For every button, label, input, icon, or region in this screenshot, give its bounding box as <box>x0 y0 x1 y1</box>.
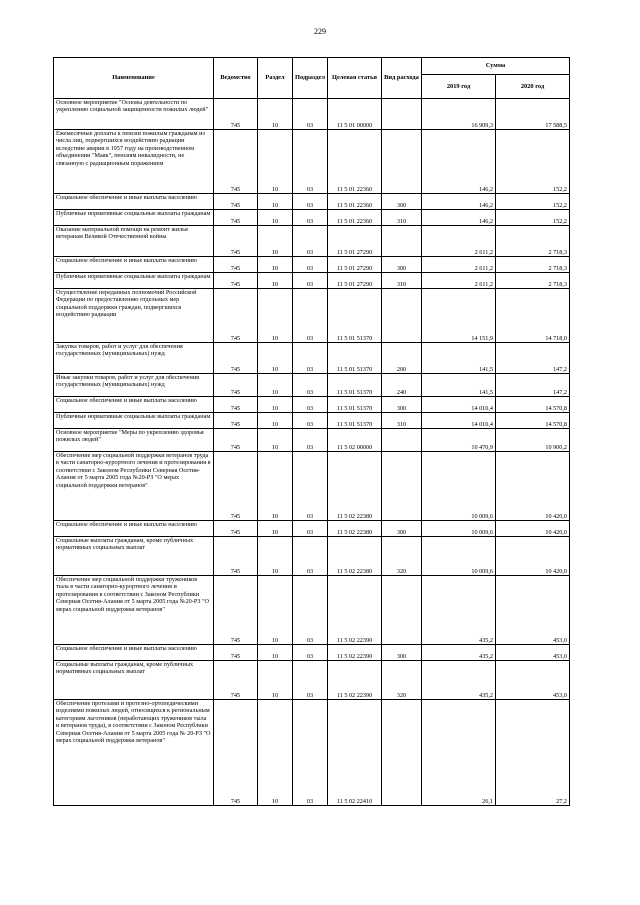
row-podrazdel: 03 <box>293 645 328 661</box>
header-podrazdel: Подраздел <box>293 58 328 99</box>
row-sum-2020: 147,2 <box>496 374 570 397</box>
table-row <box>54 700 570 806</box>
row-razdel: 10 <box>258 99 293 130</box>
row-sum-2019: 146,2 <box>422 194 496 210</box>
row-name: Обеспечение протезами и протезно-ортопедическими изделиями пожилых людей, относящихся к региональным категориям льготников (неработающих тружеников тыла и ветеранов труда), в соответствии с Законом Республики Северная Осетия-Алания от 5 марта 2005 года № 20-РЗ "О мерах социальной поддержки ветеранов" <box>54 700 214 806</box>
row-target-article: 11 5 02 22390 <box>328 576 382 645</box>
row-target-article: 11 5 01 27290 <box>328 257 382 273</box>
row-expense-type <box>382 130 422 194</box>
row-sum-2019: 435,2 <box>422 661 496 700</box>
table-row <box>54 413 570 429</box>
row-sum-2019: 26,1 <box>422 700 496 806</box>
row-name: Социальное обеспечение и иные выплаты населению <box>54 194 214 210</box>
row-vedomstvo: 745 <box>214 661 258 700</box>
row-vedomstvo: 745 <box>214 521 258 537</box>
row-expense-type: 310 <box>382 273 422 289</box>
row-sum-2019: 14 151,9 <box>422 289 496 343</box>
row-target-article: 11 5 02 22390 <box>328 645 382 661</box>
row-razdel: 10 <box>258 226 293 257</box>
table-row <box>54 343 570 374</box>
row-expense-type: 240 <box>382 374 422 397</box>
row-razdel: 10 <box>258 257 293 273</box>
table-row <box>54 521 570 537</box>
row-razdel: 10 <box>258 194 293 210</box>
row-expense-type: 300 <box>382 645 422 661</box>
row-razdel: 10 <box>258 521 293 537</box>
row-vedomstvo: 745 <box>214 397 258 413</box>
row-target-article: 11 5 02 22380 <box>328 452 382 521</box>
row-expense-type: 200 <box>382 343 422 374</box>
row-name: Социальные выплаты гражданам, кроме публичных нормативных социальных выплат <box>54 537 214 576</box>
row-podrazdel: 03 <box>293 429 328 452</box>
row-vedomstvo: 745 <box>214 429 258 452</box>
row-podrazdel: 03 <box>293 99 328 130</box>
row-razdel: 10 <box>258 452 293 521</box>
header-vedomstvo: Ведомство <box>214 58 258 99</box>
row-target-article: 11 5 02 22390 <box>328 661 382 700</box>
row-name: Публичные нормативные социальные выплаты гражданам <box>54 413 214 429</box>
row-target-article: 11 5 01 22360 <box>328 194 382 210</box>
row-sum-2020: 10 420,0 <box>496 521 570 537</box>
row-expense-type: 320 <box>382 537 422 576</box>
row-expense-type: 300 <box>382 397 422 413</box>
row-vedomstvo: 745 <box>214 194 258 210</box>
row-podrazdel: 03 <box>293 700 328 806</box>
table-row <box>54 429 570 452</box>
row-podrazdel: 03 <box>293 661 328 700</box>
row-vedomstvo: 745 <box>214 576 258 645</box>
row-podrazdel: 03 <box>293 289 328 343</box>
row-vedomstvo: 745 <box>214 537 258 576</box>
table-row <box>54 257 570 273</box>
row-expense-type <box>382 452 422 521</box>
row-podrazdel: 03 <box>293 210 328 226</box>
table-row <box>54 537 570 576</box>
row-podrazdel: 03 <box>293 452 328 521</box>
row-vedomstvo: 745 <box>214 289 258 343</box>
row-sum-2019: 146,2 <box>422 210 496 226</box>
row-sum-2020: 14 570,8 <box>496 413 570 429</box>
page-number: 229 <box>314 27 326 36</box>
row-target-article: 11 5 01 22360 <box>328 210 382 226</box>
row-target-article: 11 5 01 27290 <box>328 273 382 289</box>
row-vedomstvo: 745 <box>214 130 258 194</box>
row-vedomstvo: 745 <box>214 700 258 806</box>
row-razdel: 10 <box>258 374 293 397</box>
row-sum-2020: 2 718,3 <box>496 273 570 289</box>
row-expense-type: 310 <box>382 413 422 429</box>
row-razdel: 10 <box>258 413 293 429</box>
row-name: Социальное обеспечение и иные выплаты населению <box>54 257 214 273</box>
row-sum-2019: 10 009,6 <box>422 452 496 521</box>
row-name: Основное мероприятие "Меры по укреплению здоровья пожилых людей" <box>54 429 214 452</box>
table-row <box>54 452 570 521</box>
row-target-article: 11 5 02 22380 <box>328 521 382 537</box>
row-sum-2020: 14 718,0 <box>496 289 570 343</box>
row-sum-2019: 14 010,4 <box>422 413 496 429</box>
row-target-article: 11 5 01 00000 <box>328 99 382 130</box>
row-sum-2020: 10 420,0 <box>496 452 570 521</box>
row-expense-type: 300 <box>382 257 422 273</box>
row-vedomstvo: 745 <box>214 452 258 521</box>
row-podrazdel: 03 <box>293 130 328 194</box>
row-expense-type: 300 <box>382 194 422 210</box>
row-expense-type <box>382 429 422 452</box>
row-name: Обеспечение мер социальной поддержки ветеранов труда в части санаторно-курортного лечения и протезирования в соответствии с Законом Республики Северная Осетия-Алания от 5 марта 2005 года №20-РЗ "О мерах социальной поддержки ветеранов" <box>54 452 214 521</box>
row-podrazdel: 03 <box>293 397 328 413</box>
row-vedomstvo: 745 <box>214 374 258 397</box>
row-vedomstvo: 745 <box>214 273 258 289</box>
row-expense-type: 320 <box>382 661 422 700</box>
table-row <box>54 99 570 130</box>
table-row <box>54 397 570 413</box>
row-vedomstvo: 745 <box>214 413 258 429</box>
row-sum-2020: 27,2 <box>496 700 570 806</box>
table-row <box>54 289 570 343</box>
row-vedomstvo: 745 <box>214 645 258 661</box>
row-podrazdel: 03 <box>293 537 328 576</box>
row-name: Социальное обеспечение и иные выплаты населению <box>54 645 214 661</box>
row-podrazdel: 03 <box>293 576 328 645</box>
row-razdel: 10 <box>258 537 293 576</box>
row-podrazdel: 03 <box>293 194 328 210</box>
row-sum-2019: 141,5 <box>422 343 496 374</box>
row-name: Социальное обеспечение и иные выплаты населению <box>54 521 214 537</box>
row-sum-2020: 152,2 <box>496 210 570 226</box>
row-target-article: 11 5 01 51370 <box>328 413 382 429</box>
row-sum-2019: 14 010,4 <box>422 397 496 413</box>
row-expense-type <box>382 700 422 806</box>
header-target-article: Целевая статья <box>328 58 382 99</box>
row-razdel: 10 <box>258 576 293 645</box>
table-row <box>54 661 570 700</box>
row-name: Обеспечение мер социальной поддержки тружеников тыла в части санаторно-курортного лечения и протезирования в соответствии с Законом Республики Северная Осетия-Алания от 5 марта 2005 года №20-РЗ "О мерах социальной поддержки ветеранов" <box>54 576 214 645</box>
row-sum-2020: 10 420,0 <box>496 537 570 576</box>
row-sum-2020: 453,0 <box>496 645 570 661</box>
table-row <box>54 576 570 645</box>
row-name: Основное мероприятие "Основы деятельности по укреплению социальной защищенности пожилых людей" <box>54 99 214 130</box>
table-body <box>54 99 570 806</box>
header-year-2020: 2020 год <box>496 75 570 99</box>
row-target-article: 11 5 01 51370 <box>328 397 382 413</box>
row-vedomstvo: 745 <box>214 99 258 130</box>
row-name: Оказание материальной помощи на ремонт жилья ветеранам Великой Отечественной войны <box>54 226 214 257</box>
row-podrazdel: 03 <box>293 226 328 257</box>
row-target-article: 11 5 01 27290 <box>328 226 382 257</box>
table-row <box>54 645 570 661</box>
row-expense-type <box>382 289 422 343</box>
row-expense-type: 310 <box>382 210 422 226</box>
row-vedomstvo: 745 <box>214 343 258 374</box>
row-sum-2019: 2 611,2 <box>422 226 496 257</box>
row-sum-2020: 453,0 <box>496 576 570 645</box>
row-razdel: 10 <box>258 397 293 413</box>
table-row <box>54 226 570 257</box>
row-podrazdel: 03 <box>293 521 328 537</box>
row-sum-2020: 17 588,5 <box>496 99 570 130</box>
row-expense-type <box>382 576 422 645</box>
header-expense-type: Вид расхода <box>382 58 422 99</box>
row-razdel: 10 <box>258 343 293 374</box>
row-name: Публичные нормативные социальные выплаты гражданам <box>54 273 214 289</box>
row-target-article: 11 5 01 22360 <box>328 130 382 194</box>
row-sum-2019: 10 009,6 <box>422 521 496 537</box>
header-year-2019: 2019 год <box>422 75 496 99</box>
row-sum-2019: 2 611,2 <box>422 273 496 289</box>
row-expense-type <box>382 226 422 257</box>
row-sum-2020: 152,2 <box>496 194 570 210</box>
row-target-article: 11 5 02 00000 <box>328 429 382 452</box>
row-podrazdel: 03 <box>293 374 328 397</box>
row-name: Закупка товаров, работ и услуг для обеспечения государственных (муниципальных) нужд <box>54 343 214 374</box>
row-vedomstvo: 745 <box>214 257 258 273</box>
row-vedomstvo: 745 <box>214 210 258 226</box>
row-name: Социальные выплаты гражданам, кроме публичных нормативных социальных выплат <box>54 661 214 700</box>
row-razdel: 10 <box>258 645 293 661</box>
row-target-article: 11 5 01 51370 <box>328 289 382 343</box>
row-vedomstvo: 745 <box>214 226 258 257</box>
row-razdel: 10 <box>258 210 293 226</box>
row-sum-2020: 152,2 <box>496 130 570 194</box>
row-target-article: 11 5 02 22380 <box>328 537 382 576</box>
row-sum-2020: 10 900,2 <box>496 429 570 452</box>
row-sum-2020: 453,0 <box>496 661 570 700</box>
row-name: Иные закупки товаров, работ и услуг для обеспечения государственных (муниципальных) нужд <box>54 374 214 397</box>
budget-table <box>53 57 570 806</box>
row-sum-2019: 10 470,9 <box>422 429 496 452</box>
row-sum-2020: 2 718,3 <box>496 257 570 273</box>
row-sum-2019: 10 009,6 <box>422 537 496 576</box>
row-sum-2019: 146,2 <box>422 130 496 194</box>
row-razdel: 10 <box>258 130 293 194</box>
row-sum-2020: 14 570,8 <box>496 397 570 413</box>
row-name: Ежемесячные доплаты к пенсии пожилым гражданам из числа лиц, подвергшихся воздействию радиации вследствие аварии в 1957 году на производственном объединении "Маяк", пенсиям инвалидности, не связанную с радиационным поражением <box>54 130 214 194</box>
row-sum-2020: 147,2 <box>496 343 570 374</box>
header-sum: Сумма <box>422 58 570 75</box>
row-expense-type <box>382 99 422 130</box>
row-target-article: 11 5 01 51370 <box>328 343 382 374</box>
table-row <box>54 374 570 397</box>
row-podrazdel: 03 <box>293 273 328 289</box>
header-name: Наименование <box>54 58 214 99</box>
row-expense-type: 300 <box>382 521 422 537</box>
row-target-article: 11 5 02 22410 <box>328 700 382 806</box>
table-row <box>54 130 570 194</box>
table-row <box>54 210 570 226</box>
row-sum-2019: 2 611,2 <box>422 257 496 273</box>
row-sum-2019: 435,2 <box>422 576 496 645</box>
table-row <box>54 194 570 210</box>
row-name: Публичные нормативные социальные выплаты гражданам <box>54 210 214 226</box>
table-row <box>54 273 570 289</box>
row-razdel: 10 <box>258 289 293 343</box>
row-razdel: 10 <box>258 273 293 289</box>
row-podrazdel: 03 <box>293 343 328 374</box>
row-name: Осуществление переданных полномочий Российской Федерации по предоставлению отдельных мер социальной поддержки граждан, подвергшихся воздействию радиации <box>54 289 214 343</box>
row-podrazdel: 03 <box>293 413 328 429</box>
row-name: Социальное обеспечение и иные выплаты населению <box>54 397 214 413</box>
row-razdel: 10 <box>258 700 293 806</box>
row-sum-2019: 141,5 <box>422 374 496 397</box>
row-sum-2019: 16 909,3 <box>422 99 496 130</box>
row-razdel: 10 <box>258 661 293 700</box>
header-razdel: Раздел <box>258 58 293 99</box>
row-sum-2020: 2 718,3 <box>496 226 570 257</box>
row-sum-2019: 435,2 <box>422 645 496 661</box>
row-target-article: 11 5 01 51370 <box>328 374 382 397</box>
row-podrazdel: 03 <box>293 257 328 273</box>
row-razdel: 10 <box>258 429 293 452</box>
